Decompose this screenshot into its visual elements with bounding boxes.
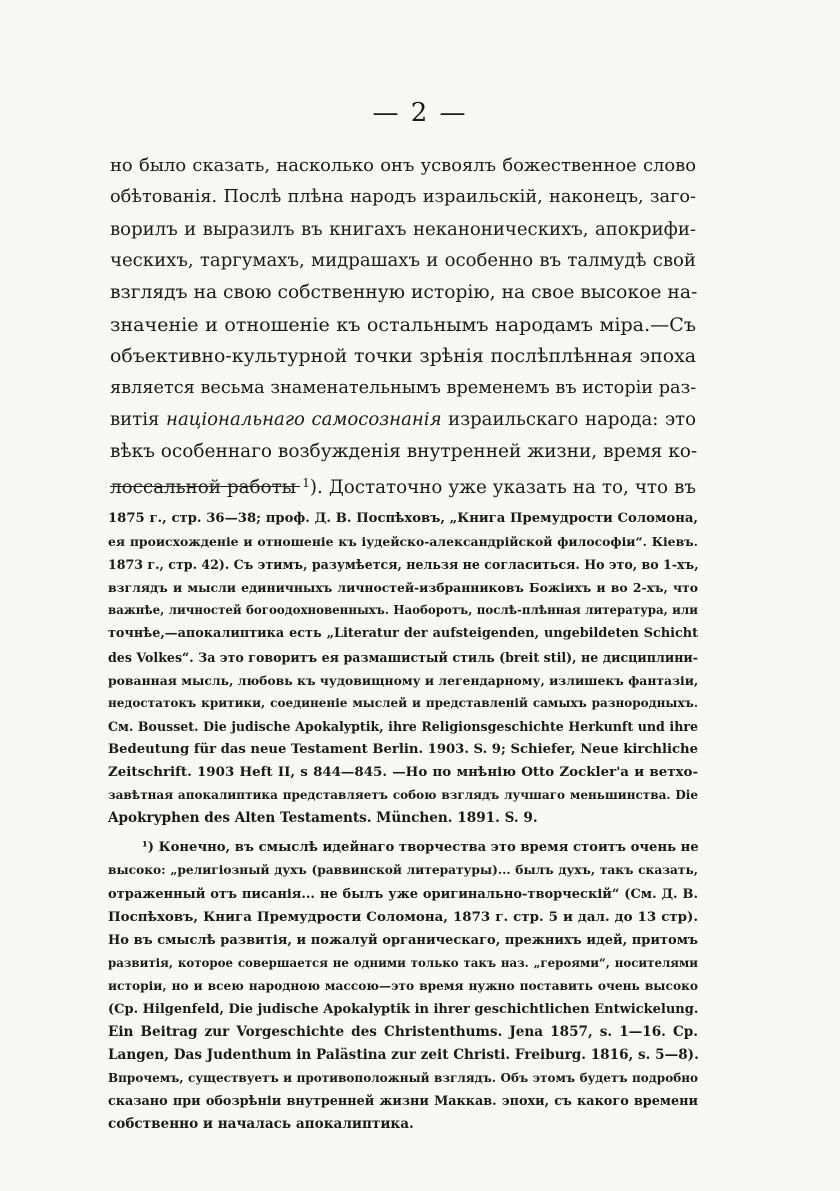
footnote-line: ¹) Конечно, въ смыслѣ идейнаго творчества это время стоитъ очень не <box>142 840 699 856</box>
footnote-line: рованная мысль, любовь къ чудовищному и легендарному, излишекъ фантазіи, <box>108 672 699 688</box>
main-text-line <box>110 404 696 436</box>
footnote-line: 1875 г., стр. 36—38; проф. Д. В. Поспѣховъ, „Книга Премудрости Соломона, <box>108 511 698 526</box>
footnote-continuation <box>108 507 698 830</box>
emphasized-phrase: національнаго самосознанія <box>166 409 442 431</box>
footnote-line: исторіи, но и всею народною массою—это время нужно поставить очень высоко <box>108 978 698 993</box>
footnote-line: См. Bousset. Die judische Apokalyptik, ihre Religionsgeschichte Herkunft und ihre <box>108 718 698 734</box>
footnote-line: сказано при обозрѣніи внутренней жизни Маккав. эпохи, съ какого времени <box>108 1094 698 1110</box>
page-number: — 2 — <box>372 98 468 128</box>
footnote-1 <box>108 836 698 1136</box>
footnote-line: (Ср. Hilgenfeld, Die judische Apokalyptik in ihrer geschichtlichen Entwickelung. <box>108 1001 699 1017</box>
main-text-block <box>110 150 696 500</box>
line-segment: ). Достаточно уже указать на то, что въ <box>309 476 696 498</box>
footnote-line: точнѣе,—апокалиптика есть „Literatur der aufsteigenden, ungebildeten Schicht <box>108 626 698 642</box>
footnote-line: Впрочемъ, существуетъ и противоположный взглядъ. Объ этомъ будетъ подробно <box>108 1071 698 1086</box>
main-text-line: обѣтованія. Послѣ плѣна народъ израильскій, наконецъ, заго- <box>110 186 696 207</box>
main-text-line: объективно-культурной точки зрѣнія послѣплѣнная эпоха <box>110 344 696 367</box>
footnote-line: des Volkes“. За это говоритъ ея размашистый стиль (breit stil), не дисциплини- <box>108 649 698 665</box>
footnote-line: 1873 г., стр. 42). Съ этимъ, разумѣется, нельзя не согласиться. Но это, во 1-хъ, <box>108 557 699 573</box>
footnote-line: Поспѣховъ, Книга Премудрости Соломона, 1873 г. стр. 5 и дал. до 13 стр). <box>108 908 698 925</box>
footnote-line: отраженный отъ писанія... не былъ уже оригинально-творческій“ (См. Д. В. <box>108 886 698 902</box>
footnote-line: Apokryphen des Alten Testaments. München. 1891. S. 9. <box>108 810 538 827</box>
footnote-line: собственно и началась апокалиптика. <box>108 1116 414 1133</box>
footnote-line: завѣтная апокалиптика представляетъ собою взглядъ лучшаго меньшинства. Die <box>108 788 698 803</box>
line-segment: израильскаго народа: это <box>441 409 696 431</box>
footnote-line: Zeitschrift. 1903 Heft II, s 844—845. —Но по мнѣнію Otto Zockler'a и ветхо- <box>108 764 698 781</box>
line-segment: лоссальной работы <box>110 476 303 498</box>
footnote-line: взглядъ и мысли единичныхъ личностей-избранниковъ Божіихъ и во 2-хъ, что <box>108 580 698 596</box>
main-text-line: взглядъ на свою собственную исторію, на свое высокое на- <box>110 282 698 304</box>
footnotes-block <box>108 507 698 1137</box>
main-text-line <box>110 468 696 500</box>
footnote-line: высоко: „религіозный духъ (раввинской литературы)... былъ духъ, такъ сказать, <box>108 863 698 878</box>
footnote-line: недостатокъ критики, соединеніе мыслей и представленій самыхъ разнородныхъ. <box>108 695 698 710</box>
line-segment: витія <box>110 409 167 431</box>
footnote-line: развитія, которое совершается не одними только такъ наз. „героями“, носителями <box>108 955 698 970</box>
footnote-marker[interactable]: 1 <box>302 475 310 490</box>
footnote-line: Langen, Das Judenthum in Palästina zur zeit Christi. Freiburg. 1816, s. 5—8). <box>108 1047 699 1064</box>
footnote-line: ея происхожденіе и отношеніе къ іудейско-александрійской философіи“. Кіевъ. <box>108 534 698 550</box>
footnote-separator <box>110 486 300 487</box>
main-text-line: но было сказать, насколько онъ усвоялъ божественное слово <box>110 155 696 176</box>
footnote-line: Ein Beitrag zur Vorgeschichte des Christenthums. Jena 1857, s. 1—16. Ср. <box>108 1024 698 1041</box>
main-text-line: является весьма знаменательнымъ временемъ въ исторіи раз- <box>110 377 697 398</box>
footnote-line: Но въ смыслѣ развитія, и пожалуй органическаго, прежнихъ идей, притомъ <box>108 932 698 948</box>
main-text-line: вѣкъ особеннаго возбужденія внутренней жизни, время ко- <box>110 441 698 463</box>
main-text-line: значеніе и отношеніе къ остальнымъ народамъ міра.—Съ <box>110 312 696 336</box>
footnote-line: важнѣе, личностей богоодохновенныхъ. Наоборотъ, послѣ-плѣнная литература, или <box>108 603 698 618</box>
footnote-line: Bedeutung für das neue Testament Berlin. 1903. S. 9; Schiefer, Neue kirchliche <box>108 741 698 757</box>
main-text-line: ческихъ, таргумахъ, мидрашахъ и особенно въ талмудѣ свой <box>110 250 696 272</box>
main-text-line: ворилъ и выразилъ въ книгахъ неканоническихъ, апокрифи- <box>110 218 696 240</box>
